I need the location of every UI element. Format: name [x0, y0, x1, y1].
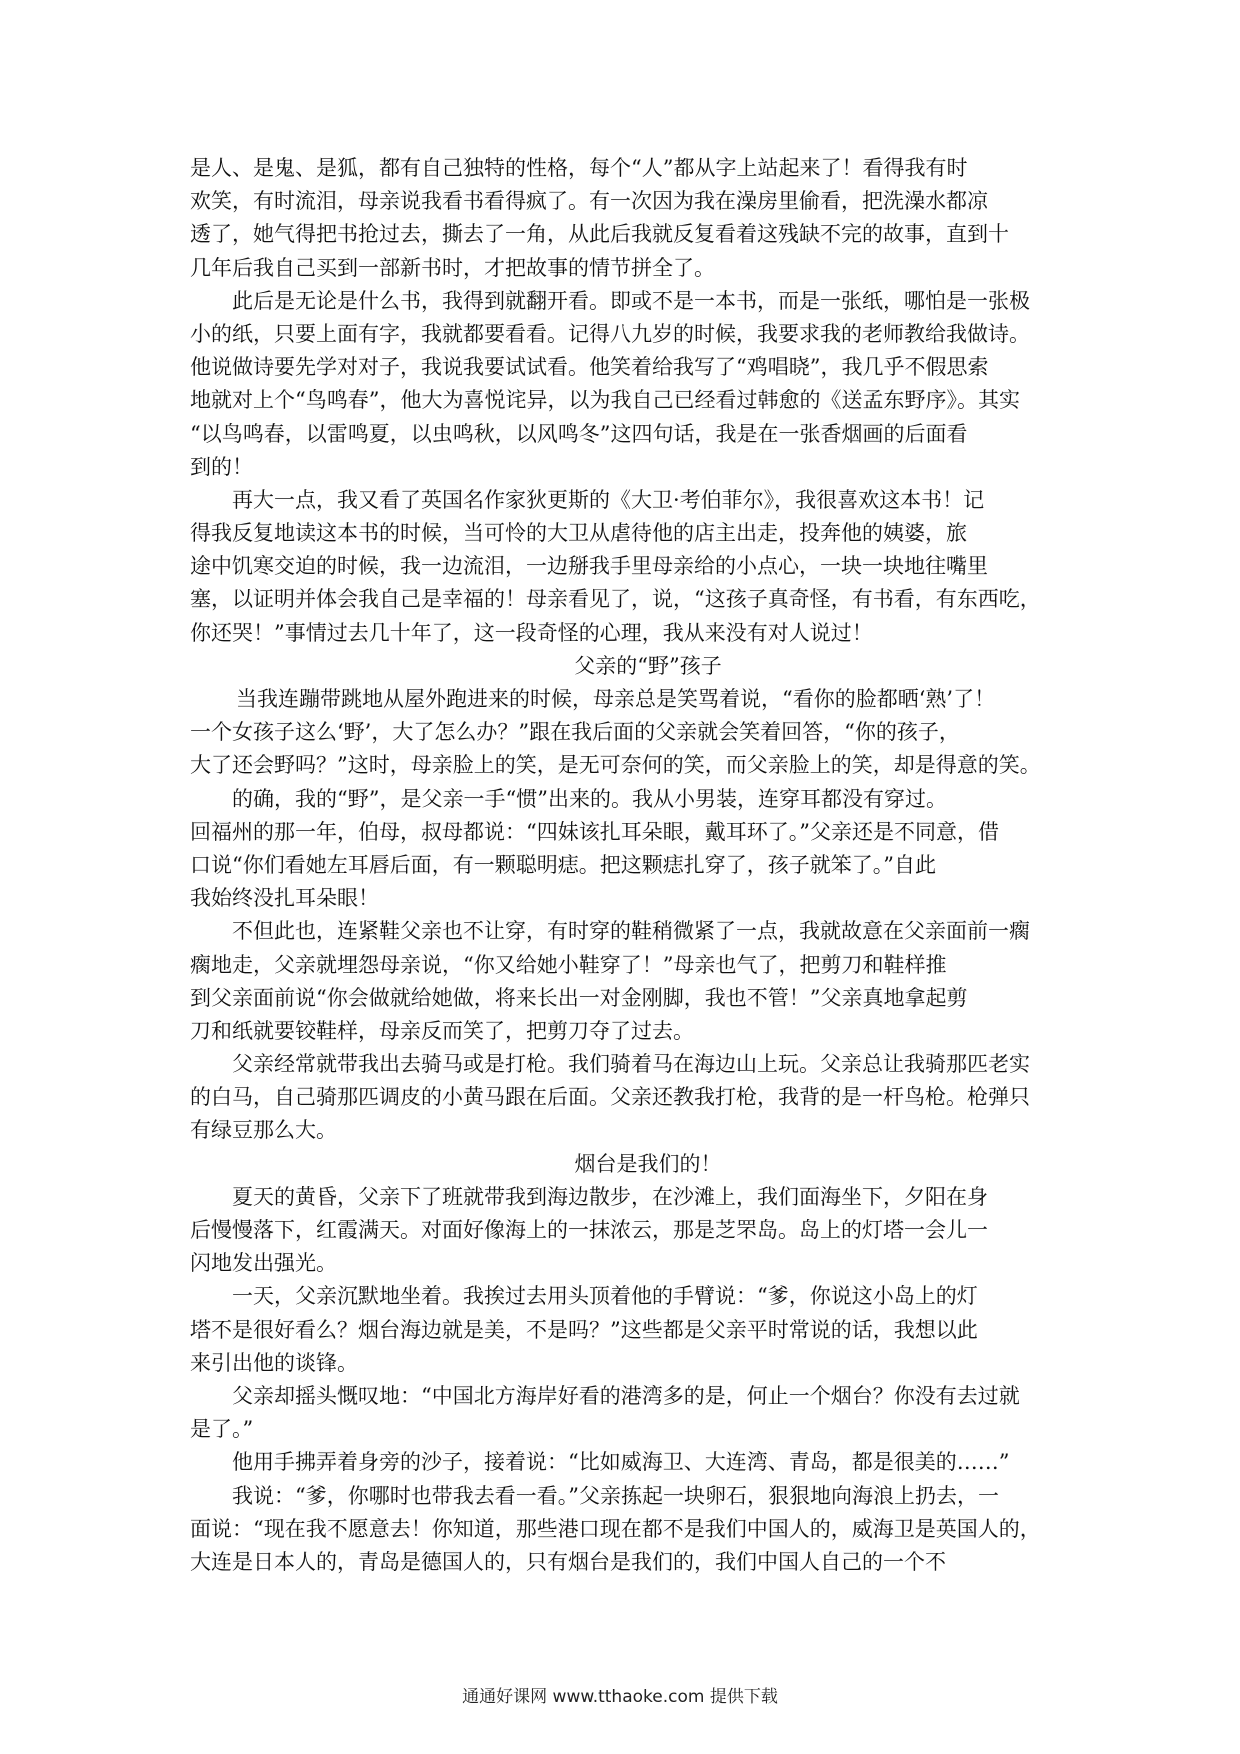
text-line: 是人、是鬼、是狐，都有自己独特的性格，每个“人”都从字上站起来了！看得我有时 [190, 156, 968, 180]
text-line: 途中饥寒交迫的时候，我一边流泪，一边掰我手里母亲给的小点心，一块一块地往嘴里 [190, 554, 988, 579]
text-line: 他说做诗要先学对对子，我说我要试试看。他笑着给我写了“鸡唱晓”，我几乎不假思索 [190, 355, 989, 380]
text-line: 大连是日本人的，青岛是德国人的，只有烟台是我们的，我们中国人自己的一个不 [190, 1549, 946, 1574]
text-line: “以鸟鸣春，以雷鸣夏，以虫鸣秋，以风鸣冬”这四句话，我是在一张香烟画的后面看 [190, 421, 968, 446]
document-body [190, 152, 1070, 1579]
text-line: 大了还会野吗？”这时，母亲脸上的笑，是无可奈何的笑，而父亲脸上的笑，却是得意的笑。 [190, 753, 1041, 778]
paragraph-first-line: 父亲却摇头慨叹地：“中国北方海岸好看的港湾多的是，何止一个烟台？你没有去过就 [232, 1383, 1020, 1408]
text-line: 是了。” [190, 1417, 254, 1442]
paragraph-first-line: 再大一点，我又看了英国名作家狄更斯的《大卫·考伯菲尔》，我很喜欢这本书！记 [232, 487, 985, 512]
text-line: 得我反复地读这本书的时候，当可怜的大卫从虐待他的店主出走，投奔他的姨婆，旅 [190, 521, 967, 546]
text-line: 刀和纸就要铰鞋样，母亲反而笑了，把剪刀夺了过去。 [190, 1018, 694, 1043]
text-line: 我始终没扎耳朵眼！ [190, 886, 379, 911]
text-line: 闪地发出强光。 [190, 1251, 337, 1276]
paragraph-first-line: 夏天的黄昏，父亲下了班就带我到海边散步，在沙滩上，我们面海坐下，夕阳在身 [232, 1184, 988, 1209]
page-footer: 通通好课网 www.tthaoke.com 提供下载 [462, 1687, 778, 1707]
section-title: 父亲的“野”孩子 [574, 653, 722, 678]
text-line: 塞，以证明并体会我自己是幸福的！母亲看见了，说，“这孩子真奇怪，有书看，有东西吃， [190, 587, 1041, 612]
text-line: 后慢慢落下，红霞满天。对面好像海上的一抹浓云，那是芝罘岛。岛上的灯塔一会儿一 [190, 1218, 988, 1242]
text-line: 几年后我自己买到一部新书时，才把故事的情节拼全了。 [190, 255, 715, 280]
text-line: 口说“你们看她左耳唇后面，有一颗聪明痣。把这颗痣扎穿了，孩子就笨了。”自此 [190, 852, 936, 877]
text-line: 小的纸，只要上面有字，我就都要看看。记得八九岁的时候，我要求我的老师教给我做诗。 [190, 321, 1030, 346]
paragraph-first-line: 父亲经常就带我出去骑马或是打枪。我们骑着马在海边山上玩。父亲总让我骑那匹老实 [232, 1052, 1030, 1077]
text-line: 欢笑，有时流泪，母亲说我看书看得疯了。有一次因为我在澡房里偷看，把洗澡水都凉 [190, 189, 988, 214]
text-line: 你还哭！”事情过去几十年了，这一段奇怪的心理，我从来没有对人说过！ [190, 620, 873, 645]
section-title: 烟台是我们的！ [574, 1151, 722, 1176]
text-line: 透了，她气得把书抢过去，撕去了一角，从此后我就反复看着这残缺不完的故事，直到十 [190, 222, 1009, 247]
text-line: 一个女孩子这么‘野’，大了怎么办？”跟在我后面的父亲就会笑着回答，“你的孩子， [190, 720, 960, 745]
text-line: 来引出他的谈锋。 [190, 1350, 358, 1375]
paragraph-first-line: 当我连蹦带跳地从屋外跑进来的时候，母亲总是笑骂着说，“看你的脸都晒‘熟’了！ [236, 687, 996, 711]
paragraph-first-line: 一天，父亲沉默地坐着。我挨过去用头顶着他的手臂说：“爹，你说这小岛上的灯 [232, 1284, 978, 1309]
paragraph-first-line: 此后是无论是什么书，我得到就翻开看。即或不是一本书，而是一张纸，哪怕是一张极 [232, 288, 1030, 313]
text-line: 到的！ [190, 454, 253, 479]
text-line: 到父亲面前说“你会做就给她做，将来长出一对金刚脚，我也不管！”父亲真地拿起剪 [190, 985, 968, 1010]
paragraph-first-line: 的确，我的“野”，是父亲一手“惯”出来的。我从小男装，连穿耳都没有穿过。 [232, 786, 947, 811]
text-line: 塔不是很好看么？烟台海边就是美，不是吗？”这些都是父亲平时常说的话，我想以此 [190, 1317, 978, 1342]
paragraph-first-line: 他用手拂弄着身旁的沙子，接着说：“比如威海卫、大连湾、青岛，都是很美的……” [232, 1450, 1010, 1475]
text-line: 有绿豆那么大。 [190, 1118, 337, 1143]
text-line: 回福州的那一年，伯母，叔母都说：“四妹该扎耳朵眼，戴耳环了。”父亲还是不同意，借 [190, 819, 999, 844]
text-line: 瘸地走，父亲就埋怨母亲说，“你又给她小鞋穿了！”母亲也气了，把剪刀和鞋样推 [190, 952, 947, 977]
text-line: 地就对上个“鸟鸣春”，他大为喜悦诧异，以为我自己已经看过韩愈的《送孟东野序》。其实 [190, 388, 1020, 413]
text-line: 的白马，自己骑那匹调皮的小黄马跟在后面。父亲还教我打枪，我背的是一杆鸟枪。枪弹只 [190, 1085, 1030, 1110]
paragraph-first-line: 不但此也，连紧鞋父亲也不让穿，有时穿的鞋稍微紧了一点，我就故意在父亲面前一瘸 [232, 919, 1030, 944]
text-line: 面说：“现在我不愿意去！你知道，那些港口现在都不是我们中国人的，威海卫是英国人的， [190, 1516, 1041, 1541]
paragraph-first-line: 我说：“爹，你哪时也带我去看一看。”父亲拣起一块卵石，狠狠地向海浪上扔去，一 [232, 1483, 999, 1508]
